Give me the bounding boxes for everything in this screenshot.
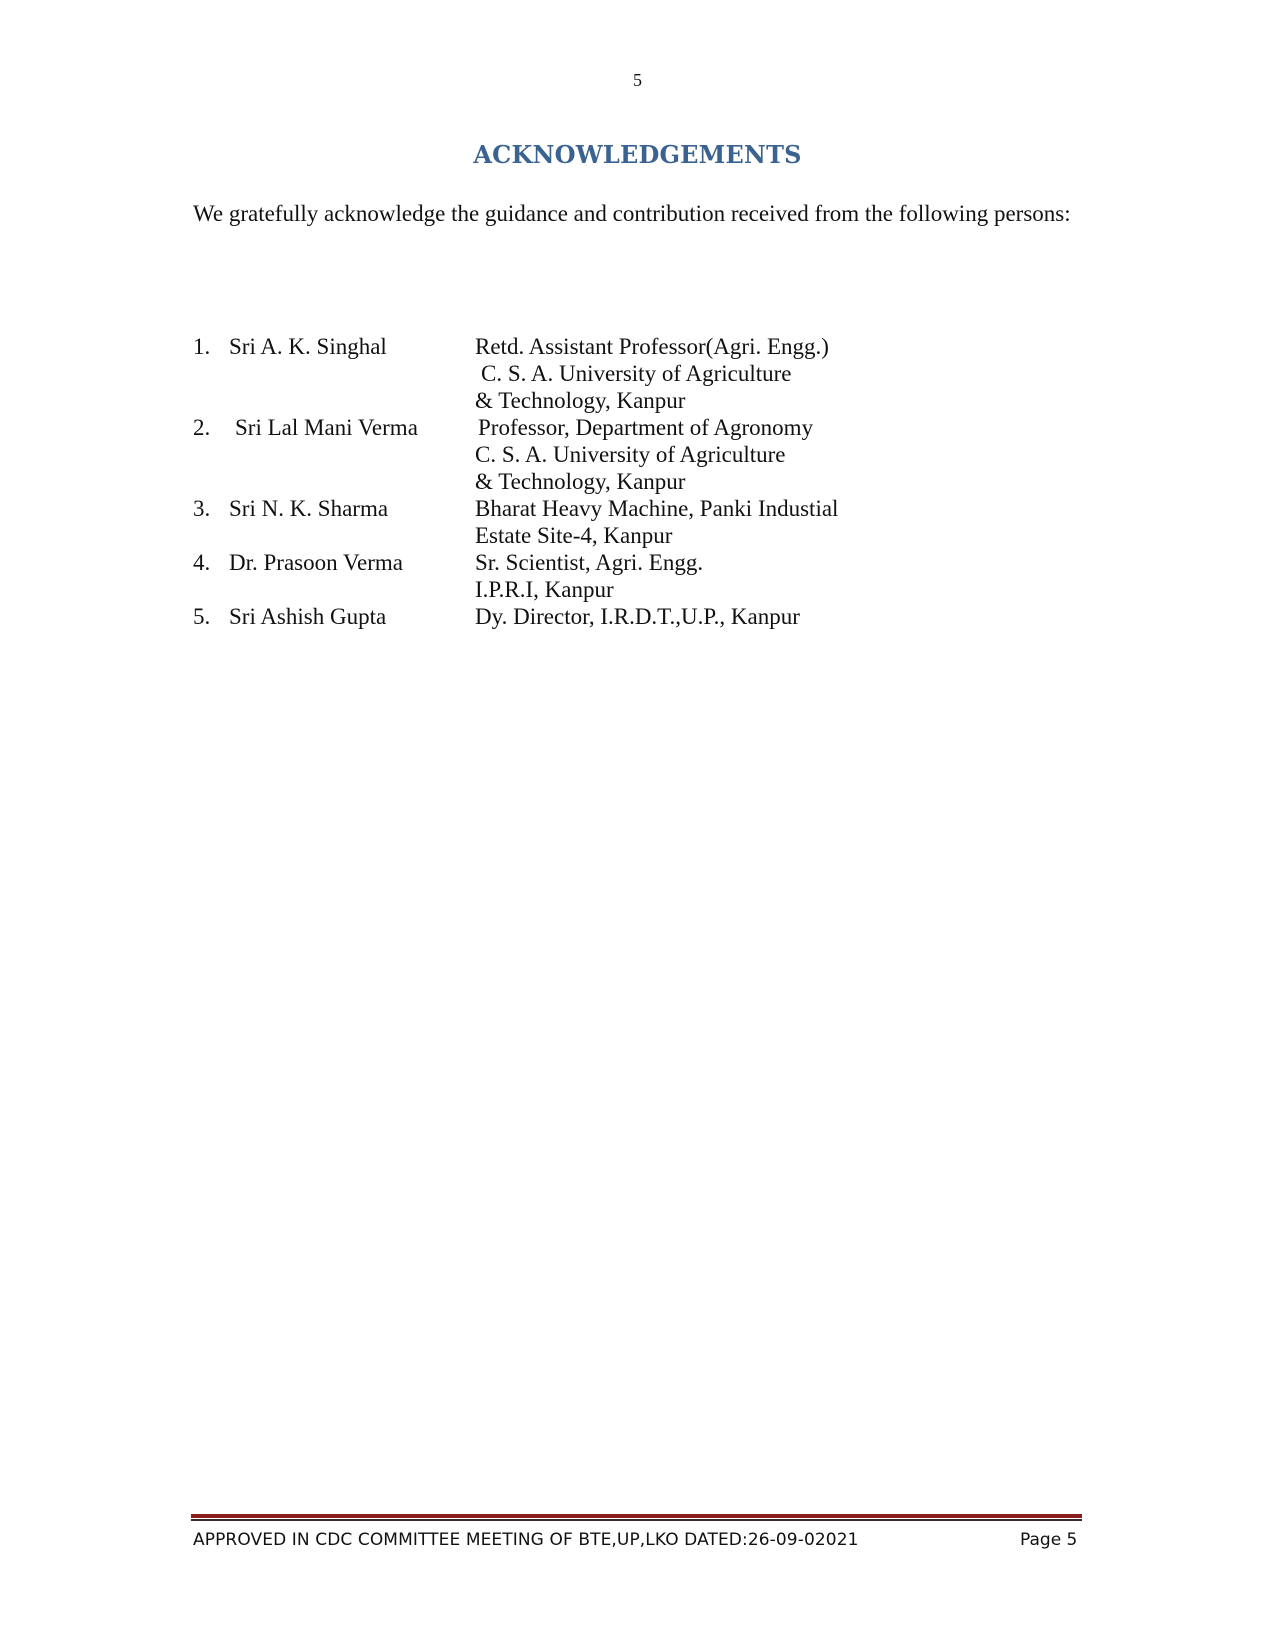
person-details (475, 495, 893, 549)
person-name: Sri Lal Mani Verma (235, 415, 418, 440)
person-details (475, 333, 893, 414)
detail-line: Retd. Assistant Professor(Agri. Engg.) (475, 334, 829, 359)
page-number-top: 5 (633, 70, 642, 90)
person-name: Dr. Prasoon Verma (229, 550, 403, 575)
detail-line: & Technology, Kanpur (475, 469, 686, 494)
detail-line: Bharat Heavy Machine, Panki Industial (475, 496, 839, 521)
detail-line: C. S. A. University of Agriculture (475, 442, 786, 467)
detail-line: & Technology, Kanpur (475, 388, 686, 413)
person-name: Sri A. K. Singhal (229, 334, 387, 359)
page-title: ACKNOWLEDGEMENTS (473, 140, 802, 169)
list-item-index: 1. (193, 334, 211, 359)
detail-line: C. S. A. University of Agriculture (481, 361, 792, 386)
list-item (193, 495, 893, 549)
footer-divider-thin (191, 1519, 1082, 1521)
intro-paragraph: We gratefully acknowledge the guidance and contribution received from the following persons: (193, 201, 1071, 226)
detail-line: Estate Site-4, Kanpur (475, 523, 673, 548)
person-name: Sri N. K. Sharma (229, 496, 389, 521)
detail-line: Dy. Director, I.R.D.T.,U.P., Kanpur (475, 604, 800, 629)
list-item (193, 414, 893, 495)
detail-line: I.P.R.I, Kanpur (475, 577, 614, 602)
list-item-index: 4. (193, 550, 211, 575)
person-details (475, 414, 893, 495)
footer-approval-text: APPROVED IN CDC COMMITTEE MEETING OF BTE,UP,LKO DATED:26-09-02021 (193, 1530, 859, 1550)
footer-divider (191, 1514, 1082, 1522)
detail-line: Sr. Scientist, Agri. Engg. (475, 550, 704, 575)
list-item-index: 2. (193, 415, 211, 440)
list-item (193, 333, 893, 414)
acknowledged-persons-list (193, 333, 893, 630)
list-item (193, 603, 893, 630)
footer-page-number: Page 5 (1020, 1530, 1078, 1550)
list-item-index: 5. (193, 604, 211, 629)
person-name: Sri Ashish Gupta (229, 604, 387, 629)
detail-line: Professor, Department of Agronomy (478, 415, 814, 440)
person-details (475, 549, 893, 603)
list-item-index: 3. (193, 496, 211, 521)
list-item (193, 549, 893, 603)
person-details (475, 603, 893, 630)
